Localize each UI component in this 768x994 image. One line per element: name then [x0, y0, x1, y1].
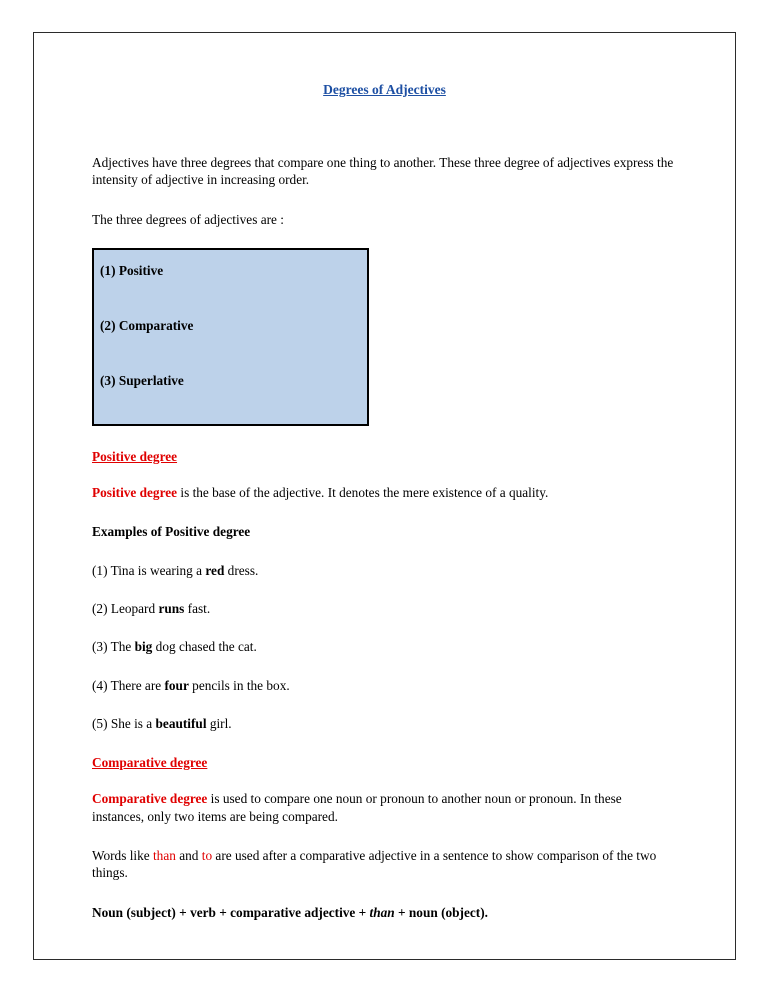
definition-lead-term: Positive degree — [92, 485, 178, 501]
examples-heading-positive — [92, 523, 677, 540]
spacer — [98, 279, 367, 317]
example-prefix: (4) There are — [92, 677, 165, 693]
positive-degree-definition — [92, 484, 677, 501]
spacer — [92, 98, 677, 154]
usage-part-1: Words like — [92, 847, 153, 863]
section-heading-text: Comparative degree — [92, 755, 208, 771]
example-item — [92, 677, 677, 694]
degree-item-comparative: (2) Comparative — [100, 318, 194, 334]
degree-item-superlative: (3) Superlative — [100, 373, 184, 389]
example-bold-word: red — [205, 562, 225, 578]
example-suffix: dress. — [224, 562, 259, 578]
example-prefix: (1) Tina is wearing a — [92, 562, 206, 578]
example-item — [92, 715, 677, 732]
example-bold-word: four — [164, 677, 189, 693]
comparative-degree-definition — [92, 790, 677, 825]
degrees-box — [92, 248, 369, 426]
example-item — [92, 638, 677, 655]
definition-rest-text: is the base of the adjective. It denotes the mere existence of a quality. — [177, 485, 549, 501]
usage-word-to: to — [201, 847, 213, 863]
example-prefix: (2) Leopard — [92, 600, 159, 616]
example-prefix: (5) She is a — [92, 715, 156, 731]
example-bold-word: beautiful — [155, 715, 207, 731]
definition-lead-term: Comparative degree — [92, 791, 208, 807]
formula-part-1: Noun (subject) + verb + comparative adjective + — [92, 904, 370, 920]
usage-part-2: and — [175, 847, 202, 863]
usage-word-than: than — [152, 847, 176, 863]
example-bold-word: runs — [158, 600, 185, 616]
formula-part-2: + noun (object). — [394, 904, 488, 920]
lead-in-text: The three degrees of adjectives are : — [92, 211, 284, 227]
comparative-formula — [92, 904, 677, 921]
section-heading-positive-degree — [92, 448, 677, 465]
example-suffix: girl. — [206, 715, 232, 731]
example-suffix: pencils in the box. — [188, 677, 290, 693]
comparative-usage-note — [92, 847, 677, 882]
example-prefix: (3) The — [92, 639, 135, 655]
example-bold-word: big — [134, 639, 153, 655]
usage-part-3: are used after a comparative adjective in a sentence to show comparison of the two things. — [92, 847, 657, 881]
example-item — [92, 600, 677, 617]
section-heading-text: Positive degree — [92, 448, 178, 464]
definition-rest-text: is used to compare one noun or pronoun to another noun or pronoun. In these instances, only two items are being compared. — [92, 791, 622, 824]
example-suffix: fast. — [184, 600, 211, 616]
page-title: Degrees of Adjectives — [323, 82, 446, 97]
examples-heading-text: Examples of Positive degree — [92, 524, 251, 540]
intro-paragraph: Adjectives have three degrees that compare one thing to another. These three degree of adjectives express the intensity of adjective in increasing order. — [92, 155, 674, 188]
document-content — [92, 78, 677, 921]
section-heading-comparative-degree — [92, 754, 677, 771]
spacer — [98, 334, 367, 372]
example-item — [92, 562, 677, 579]
degree-item-positive: (1) Positive — [100, 262, 164, 278]
example-suffix: dog chased the cat. — [152, 639, 257, 655]
formula-italic-than: than — [369, 904, 395, 920]
